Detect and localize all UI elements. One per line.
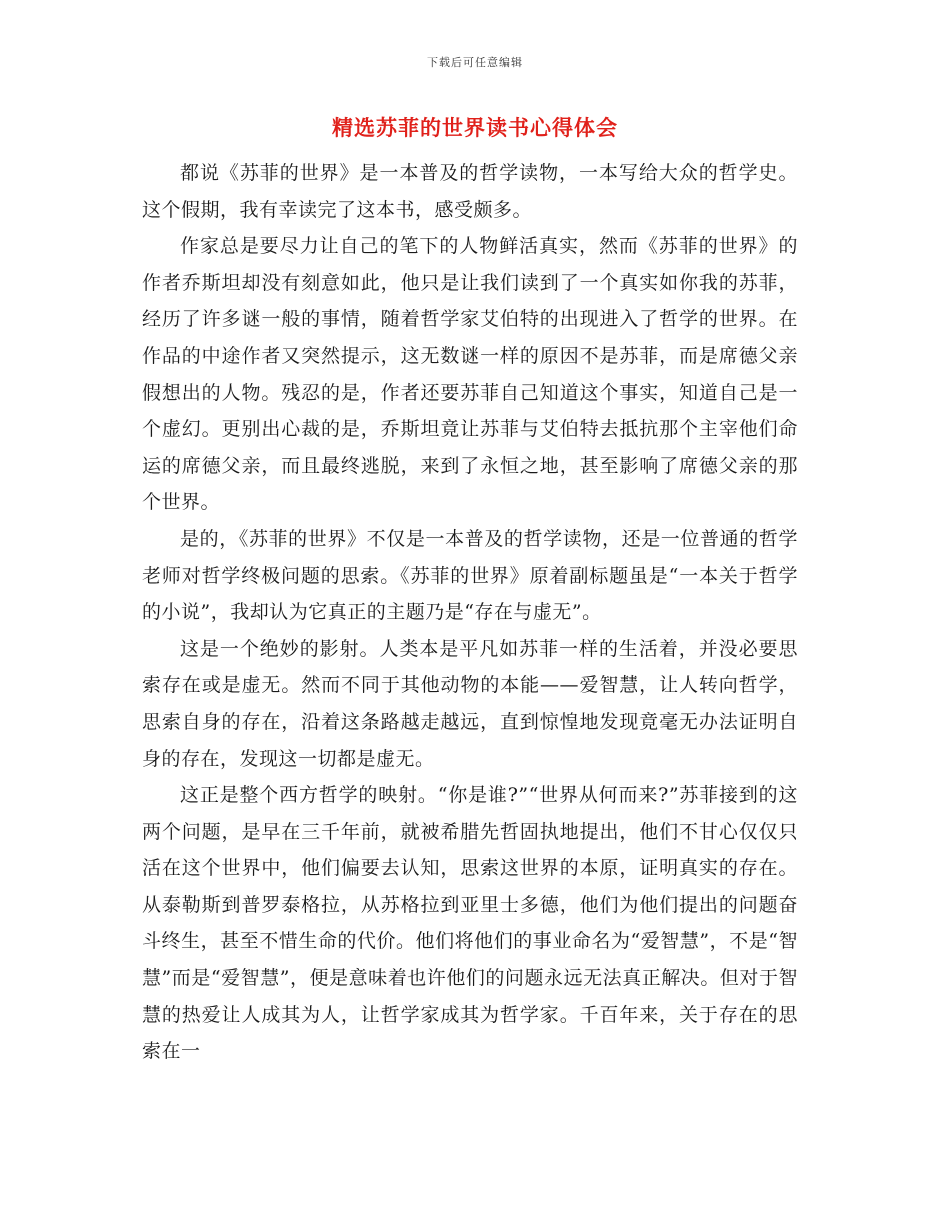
paragraph-3: 是的，《苏菲的世界》不仅是一本普及的哲学读物，还是一位普通的哲学老师对哲学终极问题的思索。《苏菲的世界》原着副标题虽是“一本关于哲学的小说”，我却认为它真正的主题乃是“存在与虚无”。: [142, 527, 798, 624]
document-body: [142, 155, 798, 1070]
paragraph-1: 都说《苏菲的世界》是一本普及的哲学读物，一本写给大众的哲学史。这个假期，我有幸读完了这本书，感受颇多。: [142, 162, 798, 221]
document-title: 精选苏菲的世界读书心得体会: [332, 115, 618, 140]
paragraph-5: 这正是整个西方哲学的映射。“你是谁?”“世界从何而来?”苏菲接到的这两个问题，是早在三千年前，就被希腊先哲固执地提出，他们不甘心仅仅只活在这个世界中，他们偏要去认知，思索这世界的本原，证明真实的存在。从泰勒斯到普罗泰格拉，从苏格拉到亚里士多德，他们为他们提出的问题奋斗终生，甚至不惜生命的代价。他们将他们的事业命名为“爱智慧”，不是“智慧”而是“爱智慧”，便是意味着也许他们的问题永远无法真正解决。但对于智慧的热爱让人成其为人，让哲学家成其为哲学家。千百年来，关于存在的思索在一: [142, 784, 798, 1063]
paragraph-2: 作家总是要尽力让自己的笔下的人物鲜活真实，然而《苏菲的世界》的作者乔斯坦却没有刻意如此，他只是让我们读到了一个真实如你我的苏菲，经历了许多谜一般的事情，随着哲学家艾伯特的出现进入了哲学的世界。在作品的中途作者又突然提示，这无数谜一样的原因不是苏菲，而是席德父亲假想出的人物。残忍的是，作者还要苏菲自己知道这个事实，知道自己是一个虚幻。更别出心裁的是，乔斯坦竟让苏菲与艾伯特去抵抗那个主宰他们命运的席德父亲，而且最终逃脱，来到了永恒之地，甚至影响了席德父亲的那个世界。: [142, 235, 798, 514]
page-header: 下载后可任意编辑: [427, 56, 523, 69]
paragraph-4: 这是一个绝妙的影射。人类本是平凡如苏菲一样的生活着，并没必要思索存在或是虚无。然而不同于其他动物的本能——爱智慧，让人转向哲学，思索自身的存在，沿着这条路越走越远，直到惊惶地发现竟毫无办法证明自身的存在，发现这一切都是虚无。: [142, 637, 798, 770]
